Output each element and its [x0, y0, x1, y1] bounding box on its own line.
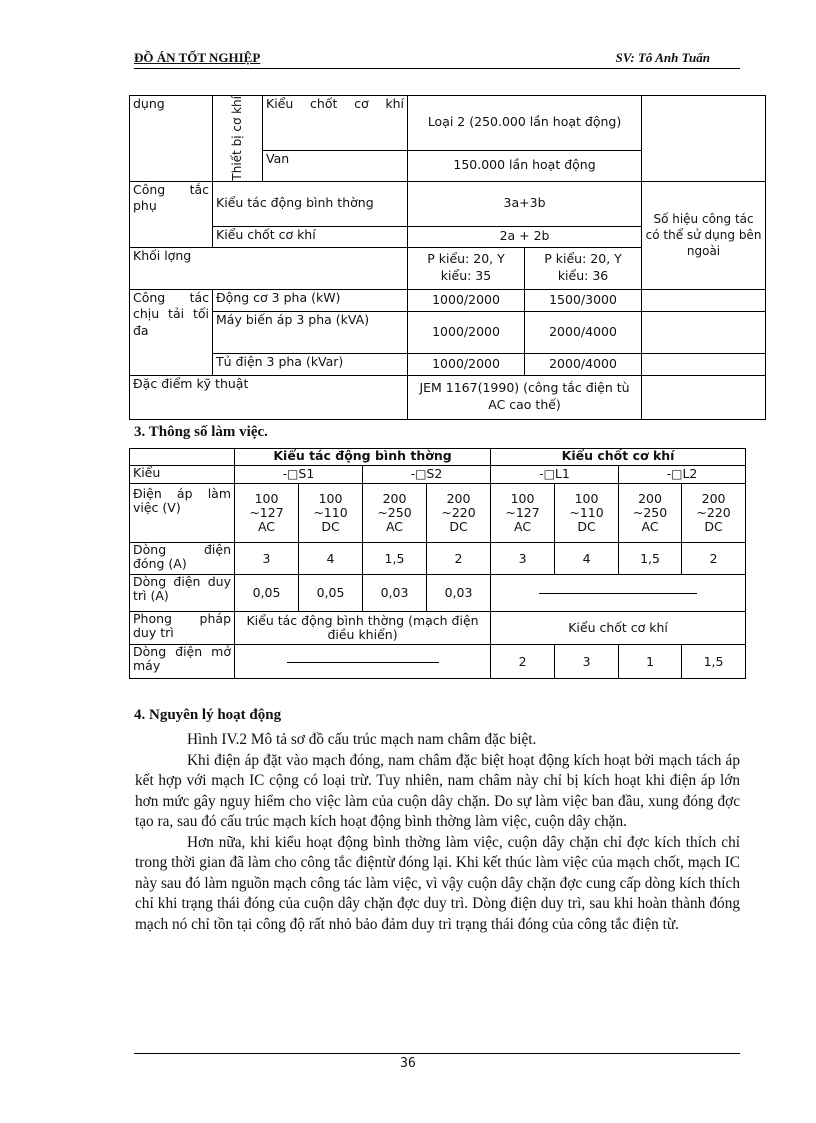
spec-table — [129, 95, 766, 420]
transformer-value-1: 1000/2000 — [408, 311, 525, 353]
voltage-cell-line: ~250 — [377, 505, 412, 520]
header-title: ĐỒ ÁN TỐT NGHIỆP — [134, 50, 261, 65]
transformer-label: Máy biến áp 3 pha (kVA) — [213, 311, 408, 353]
voltage-cell — [619, 484, 682, 543]
voltage-cell-line: AC — [641, 519, 659, 534]
closing-current-value: 2 — [682, 543, 746, 575]
voltage-cell-line: 100 — [254, 491, 279, 506]
empty-cell — [642, 289, 766, 311]
type-s2: -□S2 — [363, 466, 491, 484]
empty-cell — [642, 375, 766, 419]
holding-current-value: 0,03 — [363, 575, 427, 612]
empty-cell — [642, 96, 766, 182]
voltage-cell-line: ~250 — [632, 505, 668, 520]
voltage-cell-line: DC — [704, 519, 723, 534]
holding-method-normal: Kiểu tác động bình thờng (mạch điện điều khiển) — [235, 612, 491, 645]
holding-current-value: 0,05 — [299, 575, 363, 612]
footer-rule — [134, 1053, 740, 1054]
voltage-cell — [491, 484, 555, 543]
closing-current-value: 1,5 — [619, 543, 682, 575]
type-l2: -□L2 — [619, 466, 746, 484]
paragraph-1: Hình IV.2 Mô tả sơ đồ cấu trúc mạch nam châm đặc biệt. — [187, 731, 537, 748]
voltage-cell-line: ~220 — [696, 505, 731, 520]
voltage-cell — [555, 484, 619, 543]
normal-type-header: Kiểu tác động bình thờng — [235, 449, 491, 466]
section-4-title: 4. Nguyên lý hoạt động — [134, 707, 282, 723]
voltage-cell-line: 100 — [510, 491, 535, 506]
aux-note: Số hiệu công tác có thể sử dụng bên ngoài — [642, 181, 766, 289]
voltage-cell — [427, 484, 491, 543]
valve-label: Van — [263, 150, 408, 181]
voltage-cell — [363, 484, 427, 543]
voltage-cell — [235, 484, 299, 543]
valve-value: 150.000 lần hoạt động — [408, 150, 642, 181]
aux-latch-value: 2a + 2b — [408, 226, 642, 247]
weight-value-1: P kiểu: 20, Y kiểu: 35 — [408, 247, 525, 289]
voltage-cell — [299, 484, 363, 543]
holding-current-label: Dòng điện duy trì (A) — [130, 575, 235, 612]
closing-current-row — [130, 543, 746, 575]
latch-type-header: Kiểu chốt cơ khí — [491, 449, 746, 466]
aux-contact-label: Công tắc phụ — [130, 181, 213, 247]
holding-current-value: 0,05 — [235, 575, 299, 612]
motor-value-2: 1500/3000 — [525, 289, 642, 311]
no-value-dash — [491, 575, 746, 612]
voltage-cell-line: 200 — [638, 491, 662, 506]
latch-label: Kiểu chốt cơ khí — [263, 96, 408, 151]
mechanical-group-cell — [213, 96, 263, 182]
row-usage-label: dụng — [130, 96, 213, 182]
empty-cell — [642, 311, 766, 353]
aux-latch-label: Kiểu chốt cơ khí — [213, 226, 408, 247]
voltage-cell-line: ~110 — [569, 505, 604, 520]
paragraph-2: Khi điện áp đặt vào mạch đóng, nam châm đặc biệt hoạt động kích hoạt bởi mạch tách áp kết hợp với mạch IC cộng có loại trừ. Tuy nhiên, nam châm này chỉ bị kích hoạt khi điện áp lớn hơn mức gây nguy hiểm cho việc làm của cuộn dây chặn. Do sự làm việc ban đầu, xung đóng đợc tạo ra, sau đó cấu trúc mạch kích hoạt động bình thờng làm việc, cuộn dây chặn. — [135, 751, 740, 830]
closing-current-value: 3 — [491, 543, 555, 575]
voltage-cell-line: AC — [385, 519, 404, 534]
voltage-cell-line: ~110 — [313, 505, 348, 520]
holding-method-latch: Kiểu chốt cơ khí — [491, 612, 746, 645]
aux-normal-value: 3a+3b — [408, 181, 642, 226]
voltage-row — [130, 484, 746, 543]
page-number: 36 — [400, 1056, 416, 1071]
voltage-cell-line: 100 — [318, 491, 343, 506]
body-text — [135, 730, 740, 935]
operating-params-table — [129, 448, 746, 679]
voltage-cell-line: ~127 — [505, 505, 540, 520]
voltage-cell-line: ~220 — [441, 505, 476, 520]
closing-current-value: 2 — [427, 543, 491, 575]
no-value-dash — [235, 645, 491, 679]
voltage-cell-line: DC — [321, 519, 340, 534]
cabinet-value-1: 1000/2000 — [408, 353, 525, 375]
type-l1: -□L1 — [491, 466, 619, 484]
voltage-cell-line: DC — [449, 519, 468, 534]
closing-current-value: 3 — [235, 543, 299, 575]
voltage-cell-line: DC — [577, 519, 596, 534]
starting-current-value: 2 — [491, 645, 555, 679]
starting-current-value: 3 — [555, 645, 619, 679]
starting-current-row — [130, 645, 746, 679]
motor-label: Động cơ 3 pha (kW) — [213, 289, 408, 311]
voltage-cell-line: ~127 — [249, 505, 284, 520]
motor-value-1: 1000/2000 — [408, 289, 525, 311]
closing-current-value: 4 — [555, 543, 619, 575]
starting-current-label: Dòng điện mở máy — [130, 645, 235, 679]
max-load-label: Công tác chịu tải tối đa — [130, 289, 213, 375]
voltage-cell-line: 200 — [446, 491, 471, 506]
starting-current-value: 1,5 — [682, 645, 746, 679]
voltage-label: Điện áp làm việc (V) — [130, 484, 235, 543]
paragraph-3: Hơn nữa, khi kiểu hoạt động bình thờng làm việc, cuộn dây chặn chỉ đợc kích thích chỉ trong thời gian đã làm cho công tắc điệntừ đóng lại. Khi kết thúc làm việc của mạch chốt, mạch IC này sau đó làm nguồn mạch công tác làm việc, vì vậy cuộn dây chặn đợc cung cấp dòng kích thích chỉ khi trạng thái đóng của cuộn dây chặn đợc duy trì. Dòng điện duy trì, sau khi hoàn thành đóng mạch nó chỉ tồn tại công độ rất nhỏ bảo đảm duy trì trạng thái đóng của công tắc điện từ. — [135, 833, 740, 933]
cabinet-label: Tủ điện 3 pha (kVar) — [213, 353, 408, 375]
holding-method-label: Phong pháp duy trì — [130, 612, 235, 645]
header-author: SV: Tô Anh Tuấn — [615, 50, 710, 65]
weight-value-2: P kiểu: 20, Y kiểu: 36 — [525, 247, 642, 289]
closing-current-value: 1,5 — [363, 543, 427, 575]
weight-label: Khối lợng — [130, 247, 408, 289]
page-header — [134, 48, 740, 69]
voltage-cell-line: 200 — [701, 491, 726, 506]
voltage-cell-line: AC — [514, 519, 532, 534]
cabinet-value-2: 2000/4000 — [525, 353, 642, 375]
closing-current-value: 4 — [299, 543, 363, 575]
voltage-cell-line: 100 — [574, 491, 599, 506]
voltage-cell-line: AC — [257, 519, 276, 534]
type-label: Kiểu — [130, 466, 235, 484]
voltage-cell — [682, 484, 746, 543]
tech-spec-value: JEM 1167(1990) (công tắc điện tù AC cao thế) — [408, 375, 642, 419]
aux-normal-label: Kiểu tác động bình thờng — [213, 181, 408, 226]
type-s1: -□S1 — [235, 466, 363, 484]
empty-cell — [130, 449, 235, 466]
holding-current-row — [130, 575, 746, 612]
tech-spec-label: Đặc điểm kỹ thuật — [130, 375, 408, 419]
holding-current-value: 0,03 — [427, 575, 491, 612]
closing-current-label: Dòng điện đóng (A) — [130, 543, 235, 575]
voltage-cell-line: 200 — [382, 491, 407, 506]
starting-current-value: 1 — [619, 645, 682, 679]
section-3-title: 3. Thông số làm việc. — [134, 424, 268, 440]
empty-cell — [642, 353, 766, 375]
transformer-value-2: 2000/4000 — [525, 311, 642, 353]
latch-value: Loại 2 (250.000 lần hoạt động) — [408, 96, 642, 151]
mechanical-group-label: Thiết bị cơ khí — [229, 96, 244, 181]
